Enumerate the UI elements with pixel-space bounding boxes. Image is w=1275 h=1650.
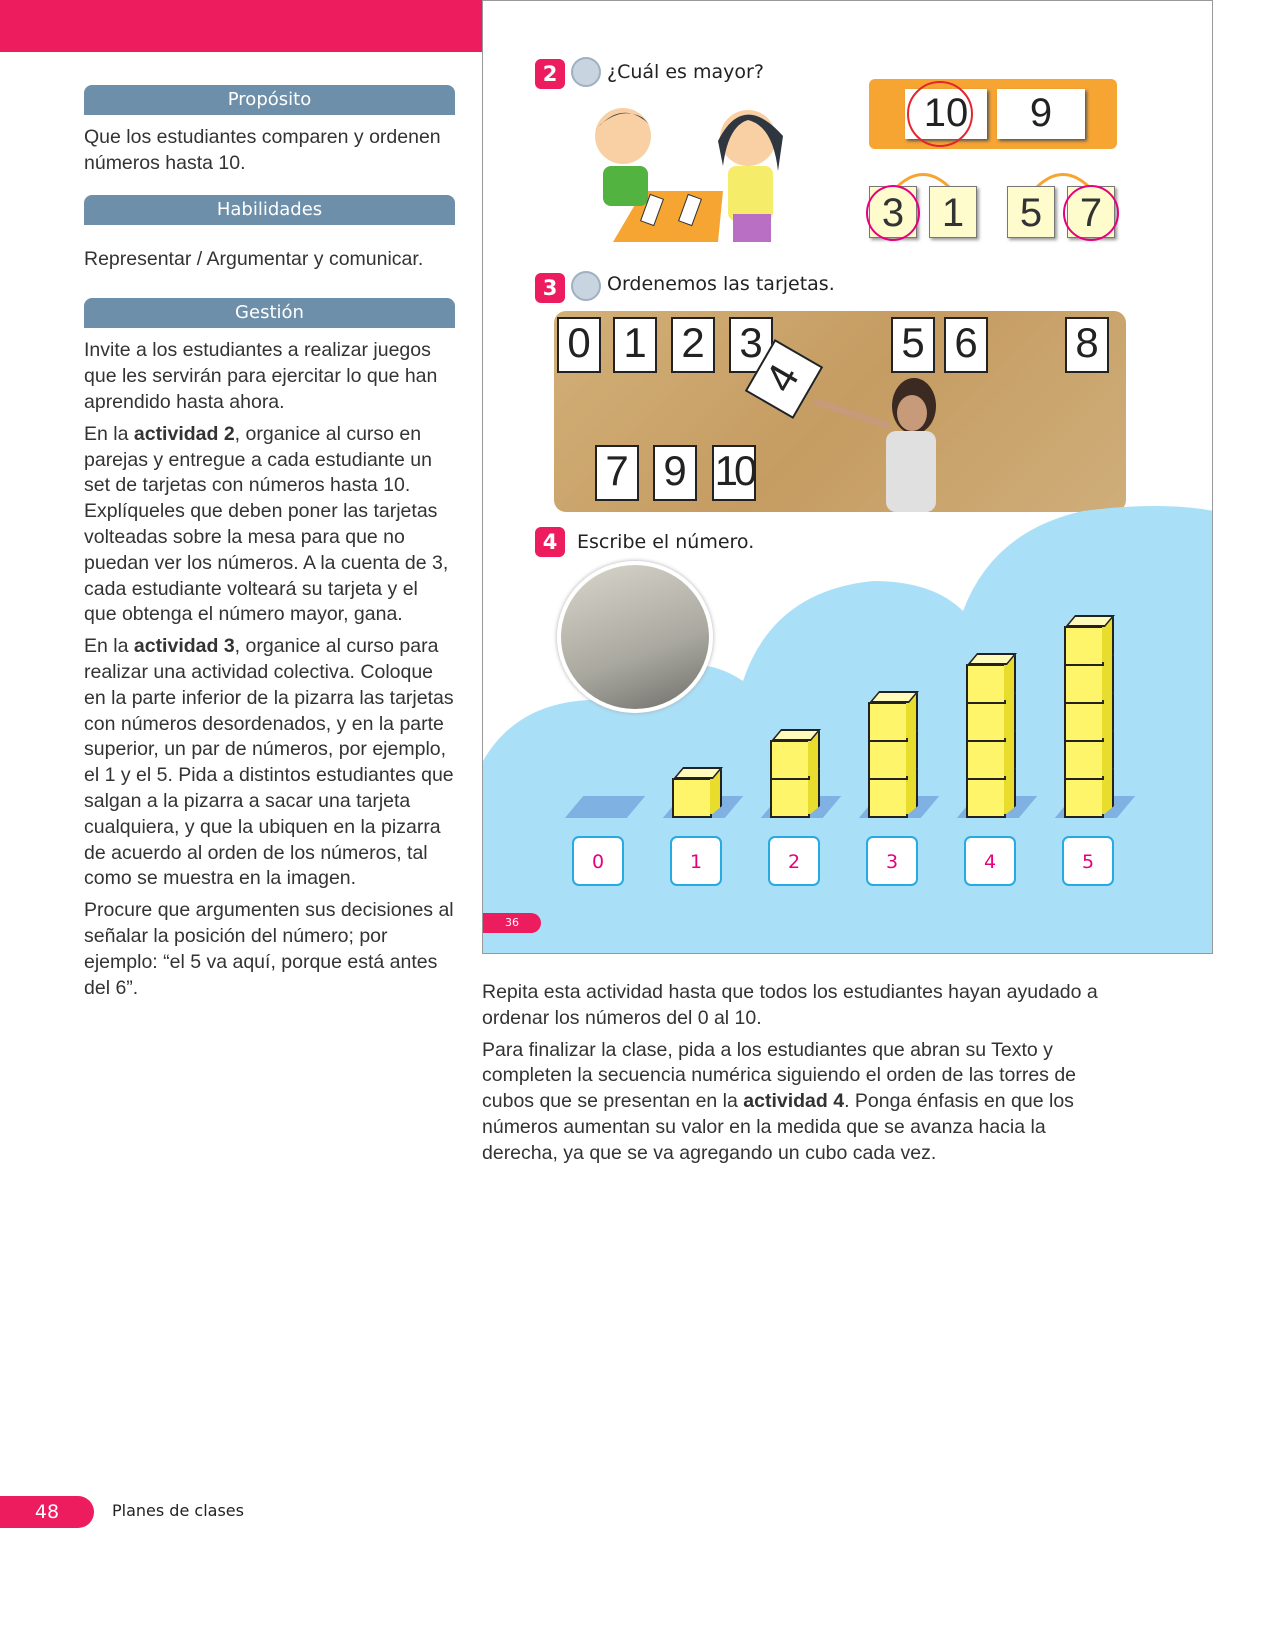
text: Para finalizar la clase, pida a los estudiantes que abran su Texto y completen la secuencia numérica siguiendo el orden de las torres de cubos que se presentan en la — [482, 1038, 1077, 1113]
cube — [868, 778, 908, 818]
girl-photo — [804, 371, 984, 512]
cube — [1064, 626, 1104, 666]
gestion-p1: Invite a los estudiantes a realizar juegos que les servirán para ejercitar lo que han aprendido hasta ahora. — [84, 339, 438, 413]
bold-text: actividad 2 — [133, 422, 235, 445]
text: , organice al curso para realizar una actividad colectiva. Coloque en la parte inferior de la pizarra las tarjetas con números desordenados, y en la parte superior, un par de números, por ejemplo, el 1 y el 5. Pida a distintos estudiantes que salgan a la pizarra a sacar una tarjeta cualquiera, y que la ubiquen en la pizarra de acuerdo al orden de los números, tal como se muestra en la imagen. — [84, 635, 454, 890]
cube — [966, 740, 1006, 780]
comparison-card-tray — [869, 79, 1117, 149]
tower-count-box[interactable]: 0 — [572, 836, 624, 886]
top-accent-bar — [0, 0, 482, 52]
tower-count-box[interactable]: 2 — [768, 836, 820, 886]
proposito-text: Que los estudiantes comparen y ordenen números hasta 10. — [84, 126, 441, 174]
tower-count-box[interactable]: 4 — [964, 836, 1016, 886]
number-card: 9 — [653, 445, 697, 501]
gestion-p4: Procure que argumenten sus decisiones al señalar la posición del número; por ejemplo: “el 5 va aquí, porque está antes del 6”. — [84, 899, 454, 999]
cube — [1064, 664, 1104, 704]
cube — [868, 702, 908, 742]
number-card: 6 — [944, 317, 988, 373]
cube — [1064, 702, 1104, 742]
bold-text: actividad 3 — [133, 635, 235, 658]
book-page-number: 36 — [483, 913, 541, 933]
cube — [1064, 740, 1104, 780]
text: En la — [84, 635, 134, 658]
footer-label: Planes de clases — [112, 1501, 244, 1520]
activity-2-title: ¿Cuál es mayor? — [607, 61, 764, 83]
number-card: 9 — [997, 89, 1085, 139]
activity-3-number: 3 — [535, 273, 565, 303]
circle-mark — [907, 81, 973, 147]
activity-4-title: Escribe el número. — [577, 531, 755, 553]
closing-p2 — [482, 1038, 1112, 1167]
text: . Ponga énfasis en que los números aumentan su valor en la medida que se avanza hacia la derecha, ya que se va agregando un cubo cada vez. — [482, 1090, 1074, 1164]
page-number: 48 — [0, 1496, 94, 1528]
children-illustration — [583, 96, 793, 244]
student-book-page — [482, 0, 1213, 954]
number-card: 10 — [712, 445, 756, 501]
cube — [966, 702, 1006, 742]
closing-p1: Repita esta actividad hasta que todos los estudiantes hayan ayudado a ordenar los números del 0 al 10. — [482, 981, 1098, 1029]
gestion-header: Gestión — [84, 298, 455, 328]
blackboard-photo — [554, 311, 1126, 512]
text: En la — [84, 422, 134, 445]
number-card: 5 — [1007, 186, 1055, 238]
tower-count-box[interactable]: 5 — [1062, 836, 1114, 886]
number-card: 5 — [891, 317, 935, 373]
tower-count-box[interactable]: 3 — [866, 836, 918, 886]
number-card: 3 — [869, 186, 917, 238]
cube — [770, 778, 810, 818]
proposito-header: Propósito — [84, 85, 455, 115]
gestion-p3 — [84, 634, 455, 892]
tower-count-box[interactable]: 1 — [670, 836, 722, 886]
number-card: 7 — [595, 445, 639, 501]
cube — [868, 740, 908, 780]
cube — [672, 778, 712, 818]
bold-text: actividad 4 — [743, 1090, 845, 1113]
habilidades-header: Habilidades — [84, 195, 455, 225]
cube — [966, 664, 1006, 704]
circle-mark — [866, 185, 920, 241]
number-card: 1 — [929, 186, 977, 238]
number-card: 7 — [1067, 186, 1115, 238]
cube — [1064, 778, 1104, 818]
habilidades-text: Representar / Argumentar y comunicar. — [84, 247, 424, 270]
girl-climbing-stairs-photo — [557, 561, 713, 713]
number-card: 3 — [729, 317, 773, 373]
group-work-icon — [571, 271, 601, 301]
number-card: 8 — [1065, 317, 1109, 373]
circle-mark — [1063, 185, 1119, 241]
gestion-p2 — [84, 422, 455, 628]
text: , organice al curso en parejas y entregue a cada estudiante un set de tarjetas con números hasta 10. Explíqueles que deben poner las tarjetas volteadas sobre la mesa para que no puedan ver los números. A la cuenta de 3, cada estudiante volteará su tarjeta y el que obtenga el número mayor, gana. — [84, 422, 449, 626]
held-number-card: 4 — [745, 339, 823, 419]
group-work-icon — [571, 57, 601, 87]
activity-4-number: 4 — [535, 527, 565, 557]
number-card: 2 — [671, 317, 715, 373]
cube — [966, 778, 1006, 818]
teacher-notes-column — [84, 85, 455, 1007]
activity-3-title: Ordenemos las tarjetas. — [607, 273, 835, 295]
number-card: 10 — [905, 89, 987, 139]
activity-2-number: 2 — [535, 59, 565, 89]
closing-notes — [482, 980, 1112, 1173]
number-card: 1 — [613, 317, 657, 373]
cube — [770, 740, 810, 780]
number-card: 0 — [557, 317, 601, 373]
